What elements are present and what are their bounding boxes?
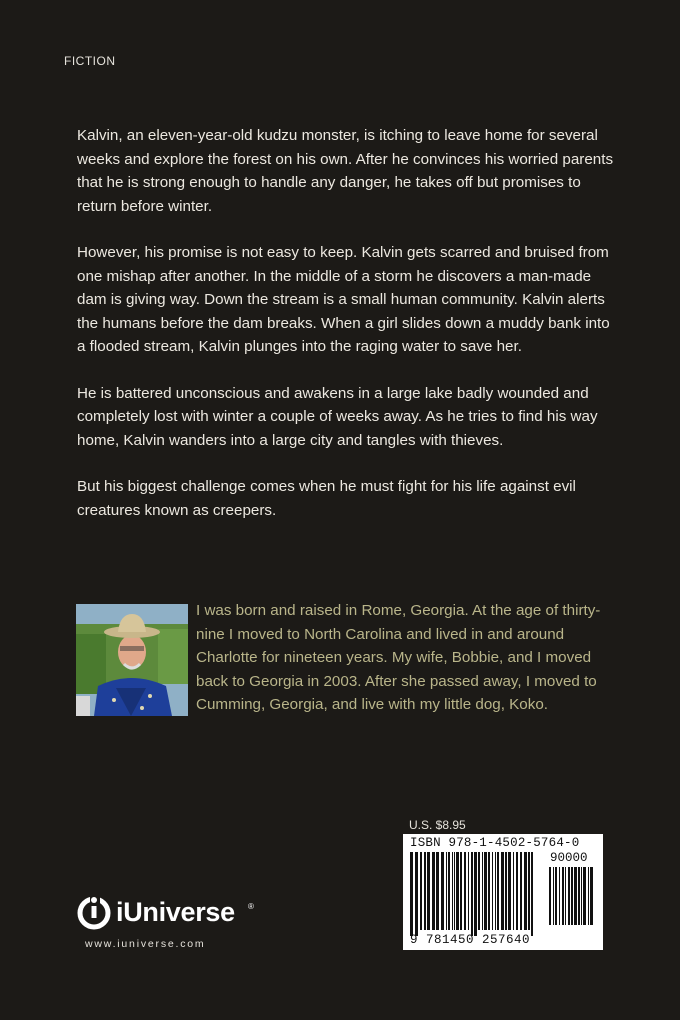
barcode-bar xyxy=(581,867,582,925)
barcode-bar xyxy=(528,852,530,930)
author-bio: I was born and raised in Rome, Georgia. At the age of thirty-nine I moved to North Carolina and lived in and around Charlotte for nineteen years. My wife, Bobbie, and I moved back to Georgia in 2003. After she passed away, I moved to Cumming, Georgia, and live with my little dog, Koko. xyxy=(196,602,601,713)
barcode-bar xyxy=(513,852,514,930)
barcode-bar xyxy=(424,852,426,930)
iuniverse-logo-icon xyxy=(76,894,112,930)
barcode-bar xyxy=(497,852,499,930)
barcode-bar xyxy=(571,867,573,925)
barcode-bar xyxy=(574,867,577,925)
barcode-bar xyxy=(531,852,533,936)
barcode-bar xyxy=(488,852,490,930)
barcode-bar xyxy=(568,867,570,925)
author-photo xyxy=(76,604,188,716)
barcode-bar xyxy=(588,867,589,925)
barcode-bar xyxy=(460,852,462,930)
barcode-bar xyxy=(549,867,551,925)
barcode-bar xyxy=(508,852,511,930)
barcode-bar xyxy=(516,852,518,930)
ean-digits: 9 781450 257640 xyxy=(410,933,531,947)
publisher-logo xyxy=(76,894,266,934)
barcode-bar xyxy=(562,867,564,925)
barcode-bar xyxy=(553,867,554,925)
barcode-bar xyxy=(410,852,413,936)
blurb-paragraph-2: However, his promise is not easy to keep. Kalvin gets scarred and bruised from one mishap after another. In the middle of a storm he discovers a man-made dam is giving way. Down the stream is a small human community. Kalvin alerts the humans before the dam breaks. When a girl slides down a muddy bank into a flooded stream, Kalvin plunges into the raging water to save her. xyxy=(77,244,610,355)
barcode-bar xyxy=(590,867,593,925)
barcode-bar xyxy=(520,852,522,930)
blurb-paragraph-1: Kalvin, an eleven-year-old kudzu monster, is itching to leave home for several weeks and explore the forest on his own. After he convinces his worried parents that he is strong enough to handle any danger, he takes off but promises to return before winter. xyxy=(77,127,614,215)
barcode-bar xyxy=(559,867,560,925)
barcode-bar xyxy=(446,852,447,930)
isbn-text: ISBN 978-1-4502-5764-0 xyxy=(410,836,580,850)
barcode-bar xyxy=(441,852,444,930)
barcode-bar xyxy=(495,852,496,930)
barcode-bar xyxy=(452,852,453,930)
barcode-bar xyxy=(436,852,439,930)
barcode-bar xyxy=(427,852,430,930)
barcode-bar xyxy=(583,867,586,925)
publisher-website: www.iuniverse.com xyxy=(85,938,206,950)
barcode-bar xyxy=(454,852,455,930)
barcode-bar xyxy=(448,852,450,930)
barcode-bar xyxy=(555,867,557,925)
barcode-bar xyxy=(484,852,487,930)
barcode-bar xyxy=(474,852,477,936)
price-label: U.S. $8.95 xyxy=(409,818,466,832)
barcode-bar xyxy=(456,852,459,930)
barcode-bar xyxy=(478,852,480,930)
registered-mark: ® xyxy=(248,902,254,911)
price-code: 90000 xyxy=(550,851,588,865)
barcode-bar xyxy=(578,867,580,925)
barcode-bar xyxy=(415,852,418,936)
barcode-bar xyxy=(468,852,469,930)
barcode-bar xyxy=(501,852,504,930)
barcode-bar xyxy=(464,852,466,930)
barcode-bar xyxy=(505,852,507,930)
barcode-bar xyxy=(420,852,422,930)
blurb-paragraph-4: But his biggest challenge comes when he must fight for his life against evil creatures known as creepers. xyxy=(77,478,576,519)
barcode-bar xyxy=(471,852,473,936)
ean-barcode-bars xyxy=(408,852,538,936)
publisher-name: iUniverse xyxy=(116,897,235,927)
barcode-bar xyxy=(482,852,483,930)
addon-barcode-bars xyxy=(547,867,597,931)
back-cover-blurb xyxy=(77,124,617,545)
genre-label: FICTION xyxy=(64,54,116,68)
barcode-bar xyxy=(565,867,566,925)
isbn-barcode xyxy=(403,834,603,950)
blurb-paragraph-3: He is battered unconscious and awakens in a large lake badly wounded and completely lost with winter a couple of weeks away. As he tries to find his way home, Kalvin wanders into a large city and tangles with thieves. xyxy=(77,384,598,449)
barcode-bar xyxy=(492,852,493,930)
barcode-bar xyxy=(524,852,527,930)
barcode-bar xyxy=(432,852,435,930)
